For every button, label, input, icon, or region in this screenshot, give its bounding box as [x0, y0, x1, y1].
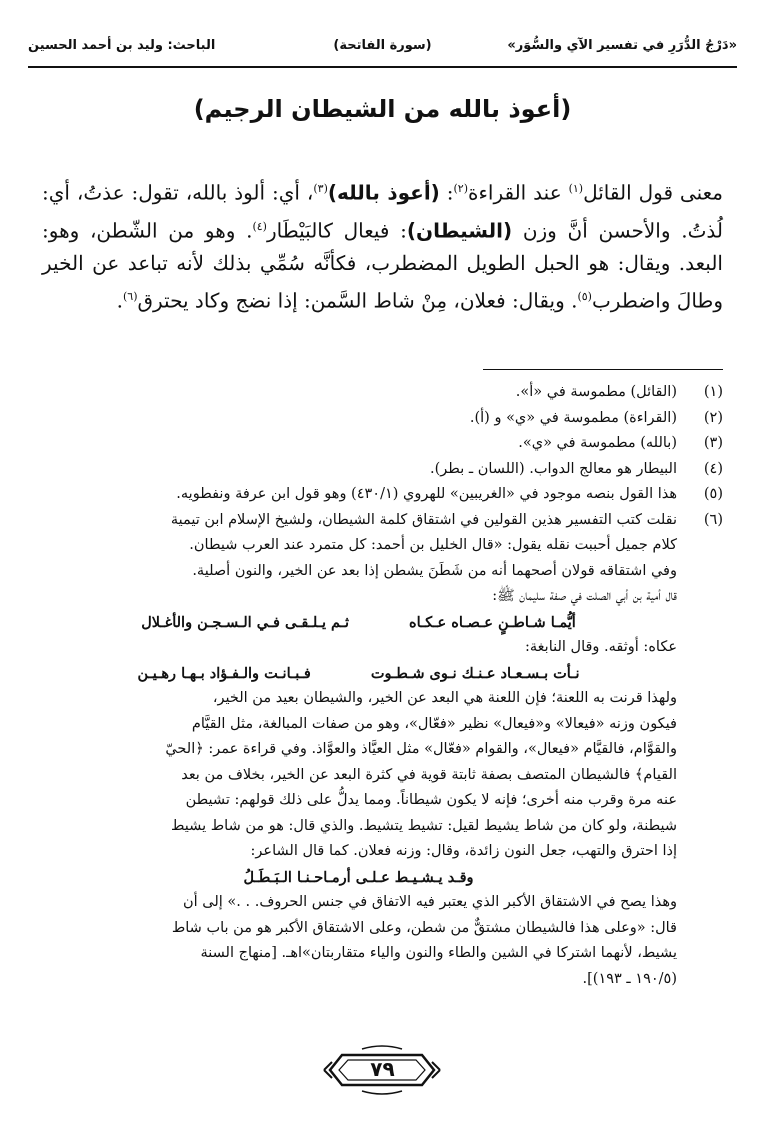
text-run: عند القراءة — [468, 180, 569, 205]
footnote-3 — [40, 431, 723, 457]
verse-hemistich: فـبـانـت والـفـؤاد بـهـا رهـيـن — [137, 664, 311, 682]
main-paragraph — [42, 172, 723, 318]
footnote-line: فيكون وزنه «فيعالا» و«فيعال» نظير «فعّال»، وهو من صفات المبالغة، مثل القيَّام — [191, 715, 677, 732]
footnote-2 — [40, 406, 723, 432]
footnote-line: قال أمية بن أبي الصلت في صفة سليمان ﷺ: — [492, 588, 677, 604]
book-title: «دَرْجُ الدُّرَرِ في تفسير الآي والسُّوَر» — [507, 38, 737, 53]
footnote-ref: (٢) — [453, 182, 468, 195]
footnote-line: والقوَّام، فالقيَّام «فيعال»، والقوام «فعّال» مثل العيَّاذ والعوَّاذ. وفي قراءة عمر: ﴿الحيّ — [165, 741, 677, 757]
footnote-line: (١٩٠/٥ ـ ١٩٣)]. — [582, 970, 677, 987]
poetry-verse — [40, 661, 677, 687]
footnote-line: عنه مرة وقرب منه أخرى؛ فإنه لا يكون شيطاناً. ومما يدلُّ على ذلك قولهم: تشيطن — [185, 792, 677, 808]
footnote-number: (٦) — [703, 511, 723, 528]
footnote-line: عكاه: أوثقه. وقال النابغة: — [525, 639, 677, 655]
footnote-text: البيطار هو معالج الدواب. (اللسان ـ بطر). — [430, 460, 677, 477]
footnote-line: قال: «وعلى هذا فالشيطان مشتقٌّ من شطن، وعلى الاشتقاق الأكبر هو من باب شاط — [171, 919, 677, 936]
footnote-line: ولهذا قرنت به اللعنة؛ فإن اللعنة هي البعد عن الخير، والشيطان بعيد من الخير، — [212, 690, 677, 706]
footnote-line: القيام﴾ فالشيطان المتصف بصفة ثابتة قوية في كثرة البعد عن الخير، بخلاف من بعد — [181, 766, 677, 783]
text-run: . — [116, 288, 123, 313]
quoted-term: (أعوذ بالله) — [327, 180, 440, 205]
running-header — [28, 38, 737, 60]
footnote-text: (القراءة) مطموسة في «ي» و (أ). — [469, 409, 677, 426]
main-text — [42, 172, 723, 318]
page-number-ornament — [0, 1045, 765, 1095]
footnote-line: نقلت كتب التفسير هذين القولين في اشتقاق كلمة الشيطان، ولشيخ الإسلام ابن تيمية — [170, 511, 677, 528]
verse-hemistich: أيُّمـا شـاطـنٍ عـصـاه عـكـاه — [409, 613, 576, 631]
page-title: (أعوذ بالله من الشيطان الرجيم) — [193, 95, 572, 123]
footnote-line: وهذا يصح في الاشتقاق الأكبر الذي يعتبر فيه الاتفاق في جنس الحروف. . .» إلى أن — [182, 894, 677, 910]
verse-hemistich: ثـم يـلـقـى فـي الـسـجـن والأغـلال — [141, 613, 349, 631]
text-run: . ويقال: فعلان، مِنْ شاط السَّمن: إذا نضج وكاد يحترق — [137, 288, 578, 313]
footnote-line: إذا احترق والتهب، جعل النون زائدة، وقال: وزنه فعلان. كما قال الشاعر: — [250, 843, 677, 859]
footnote-1 — [40, 380, 723, 406]
footnote-line: يشيط، لأنهما اشتركا في الشين والطاء والنون والياء متقاربتان»اهـ. [منهاج السنة — [200, 945, 677, 961]
footnote-4 — [40, 457, 723, 483]
footnotes — [40, 380, 723, 992]
footnote-number: (٤) — [703, 460, 723, 477]
text-run: معنى قول القائل — [583, 180, 723, 205]
footnote-number: (٣) — [703, 435, 723, 451]
surah-name: (سورة الفاتحة) — [333, 38, 432, 53]
text-run: : — [439, 180, 454, 205]
footnote-number: (٥) — [703, 486, 723, 502]
footnote-5 — [40, 482, 723, 508]
footnote-6 — [40, 508, 723, 993]
text-run: ، أي: ألوذ بالله، تقول: عذتُ، أي: لُذتُ. والأحسن أنَّ وزن — [42, 180, 723, 243]
footnote-rule — [483, 369, 723, 370]
verse-hemistich: نـأت بـسـعـاد عـنـك نـوى شـطـوت — [370, 664, 580, 682]
footnote-number: (٢) — [703, 409, 723, 426]
footnote-text: (القائل) مطموسة في «أ». — [515, 384, 677, 400]
footnote-ref: (١) — [568, 182, 584, 195]
text-run: : فيعال كالبَيْطَار — [266, 218, 407, 243]
footnote-line: شيطنة، ولو كان من شاط يشيط لقيل: تشيط يتشيط. والذي قال: هو من شاط يشيط — [171, 817, 677, 834]
footnote-ref: (٥) — [577, 290, 592, 304]
footnote-line: وفي اشتقاقه قولان أصحهما أنه من شَطَنَ يشطن إذا بعد عن الخير، والنون أصلية. — [192, 562, 677, 579]
footnote-ref: (٤) — [252, 219, 267, 233]
quoted-term: (الشيطان) — [406, 218, 513, 243]
poetry-verse: وقـد يـشـيـط عـلـى أرمـاحـنـا الـبَـطَـلُ — [243, 868, 474, 886]
page-number: ٧٩ — [370, 1057, 395, 1081]
poetry-verse — [40, 610, 677, 636]
header-rule — [28, 66, 737, 68]
researcher-name: الباحث: وليد بن أحمد الحسين — [28, 38, 216, 53]
footnote-text: (بالله) مطموسة في «ي». — [518, 435, 677, 451]
footnote-line: كلام جميل أحببت نقله يقول: «قال الخليل بن أحمد: كل متمرد عند العرب شيطان. — [189, 537, 677, 553]
footnote-text: هذا القول بنصه موجود في «الغريبين» للهروي (٤٣٠/١) وهو قول ابن عرفة ونفطويه. — [176, 486, 677, 502]
footnote-ref: (٦) — [122, 290, 138, 304]
footnote-ref: (٣) — [313, 182, 328, 195]
footnote-number: (١) — [703, 384, 723, 400]
text-run: . وهو من الشّطن، وهو: البعد. ويقال: هو الحبل الطويل المضطرب، فكأنَّه سُمِّي بذلك لأنه تباعد عن الخير وطالَ واضطرب — [42, 218, 723, 313]
